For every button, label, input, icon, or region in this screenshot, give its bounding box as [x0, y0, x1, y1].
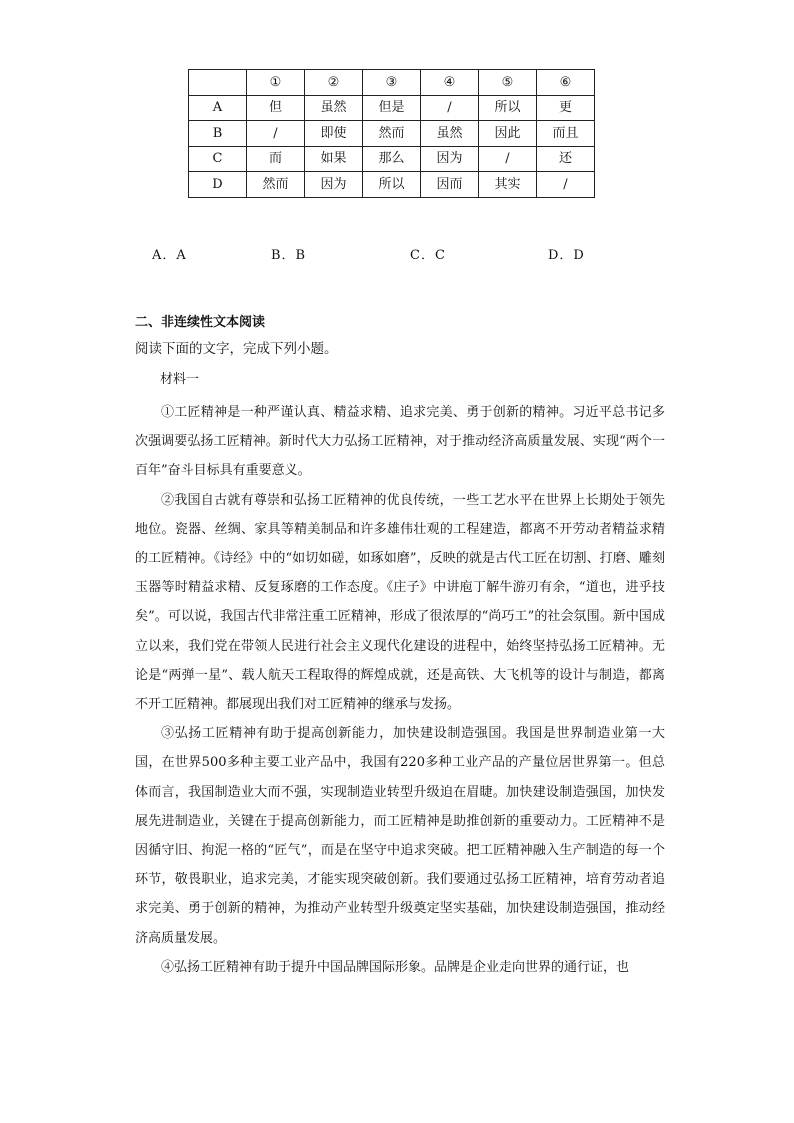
table-cell: 那么 — [363, 146, 421, 172]
table-cell: C — [189, 146, 247, 172]
table-cell: ④ — [421, 70, 479, 96]
table-cell: ① — [247, 70, 305, 96]
table-cell: 因为 — [421, 146, 479, 172]
paragraph: ③弘扬工匠精神有助于提高创新能力，加快建设制造强国。我国是世界制造业第一大国，在世界500多种主要工业产品中，我国有220多种工业产品的产量位居世界第一。但总体而言，我国制造业大而不强，实现制造业转型升级迫在眉睫。加快建设制造强国，加快发展先进制造业，关键在于提高创新能力，而工匠精神是助推创新的重要动力。工匠精神不是因循守旧、拘泥一格的“匠气”，而是在坚守中追求突破。把工匠精神融入生产制造的每一个环节，敬畏职业，追求完美，才能实现突破创新。我们要通过弘扬工匠精神，培育劳动者追求完美、勇于创新的精神，为推动产业转型升级奠定坚实基础，加快建设制造强国，推动经济高质量发展。 — [135, 726, 665, 946]
table-cell: ⑤ — [479, 70, 537, 96]
paragraph: ④弘扬工匠精神有助于提升中国品牌国际形象。品牌是企业走向世界的通行证，也 — [161, 959, 630, 975]
table-row — [189, 172, 595, 198]
table-cell: 所以 — [479, 95, 537, 121]
table-cell: ⑥ — [537, 70, 595, 96]
choice-a[interactable]: A．A — [152, 248, 187, 263]
options-table — [188, 69, 595, 198]
table-cell — [189, 70, 247, 96]
section-title: 二、非连续性文本阅读 — [135, 315, 266, 330]
table-cell: 然而 — [247, 172, 305, 198]
table-cell: 所以 — [363, 172, 421, 198]
table-cell: / — [421, 95, 479, 121]
material-label: 材料一 — [160, 372, 200, 387]
paragraph: ①工匠精神是一种严谨认真、精益求精、追求完美、勇于创新的精神。习近平总书记多次强调要弘扬工匠精神。新时代大力弘扬工匠精神，对于推动经济高质量发展、实现“两个一百年”奋斗目标具有重要意义。 — [135, 405, 665, 479]
table-row — [189, 121, 595, 147]
table-cell: 其实 — [479, 172, 537, 198]
choice-b[interactable]: B．B — [271, 248, 307, 263]
table-cell: 因而 — [421, 172, 479, 198]
table-cell: D — [189, 172, 247, 198]
instruction-text: 阅读下面的文字，完成下列小题。 — [135, 341, 338, 357]
table-cell: ③ — [363, 70, 421, 96]
table-cell: ② — [305, 70, 363, 96]
table-cell: B — [189, 121, 247, 147]
table-cell: 因此 — [479, 121, 537, 147]
table-row — [189, 146, 595, 172]
table-header-row — [189, 70, 595, 96]
table-row — [189, 95, 595, 121]
table-cell: 虽然 — [421, 121, 479, 147]
table-cell: / — [479, 146, 537, 172]
table-cell: / — [247, 121, 305, 147]
choice-c[interactable]: C．C — [410, 248, 446, 263]
table-cell: 虽然 — [305, 95, 363, 121]
table-cell: 而且 — [537, 121, 595, 147]
table-cell: 而 — [247, 146, 305, 172]
table-cell: 更 — [537, 95, 595, 121]
table-cell: 因为 — [305, 172, 363, 198]
table-cell: 但 — [247, 95, 305, 121]
choice-d[interactable]: D．D — [548, 248, 585, 263]
table-cell: 如果 — [305, 146, 363, 172]
table-cell: 还 — [537, 146, 595, 172]
table-cell: A — [189, 95, 247, 121]
table-cell: 然而 — [363, 121, 421, 147]
table-cell: 即使 — [305, 121, 363, 147]
passage-body — [135, 398, 665, 982]
table-cell: / — [537, 172, 595, 198]
table-cell: 但是 — [363, 95, 421, 121]
paragraph: ②我国自古就有尊崇和弘扬工匠精神的优良传统，一些工艺水平在世界上长期处于领先地位。瓷器、丝绸、家具等精美制品和许多雄伟壮观的工程建造，都离不开劳动者精益求精的工匠精神。《诗经》中的“如切如磋，如琢如磨”，反映的就是古代工匠在切割、打磨、雕刻玉器等时精益求精、反复琢磨的工作态度。《庄子》中讲庖丁解牛游刃有余，“道也，进乎技矣”。可以说，我国古代非常注重工匠精神，形成了很浓厚的“尚巧工”的社会氛围。新中国成立以来，我们党在带领人民进行社会主义现代化建设的进程中，始终坚持弘扬工匠精神。无论是“两弹一星”、载人航天工程取得的辉煌成就，还是高铁、大飞机等的设计与制造，都离不开工匠精神。都展现出我们对工匠精神的继承与发扬。 — [135, 492, 665, 713]
